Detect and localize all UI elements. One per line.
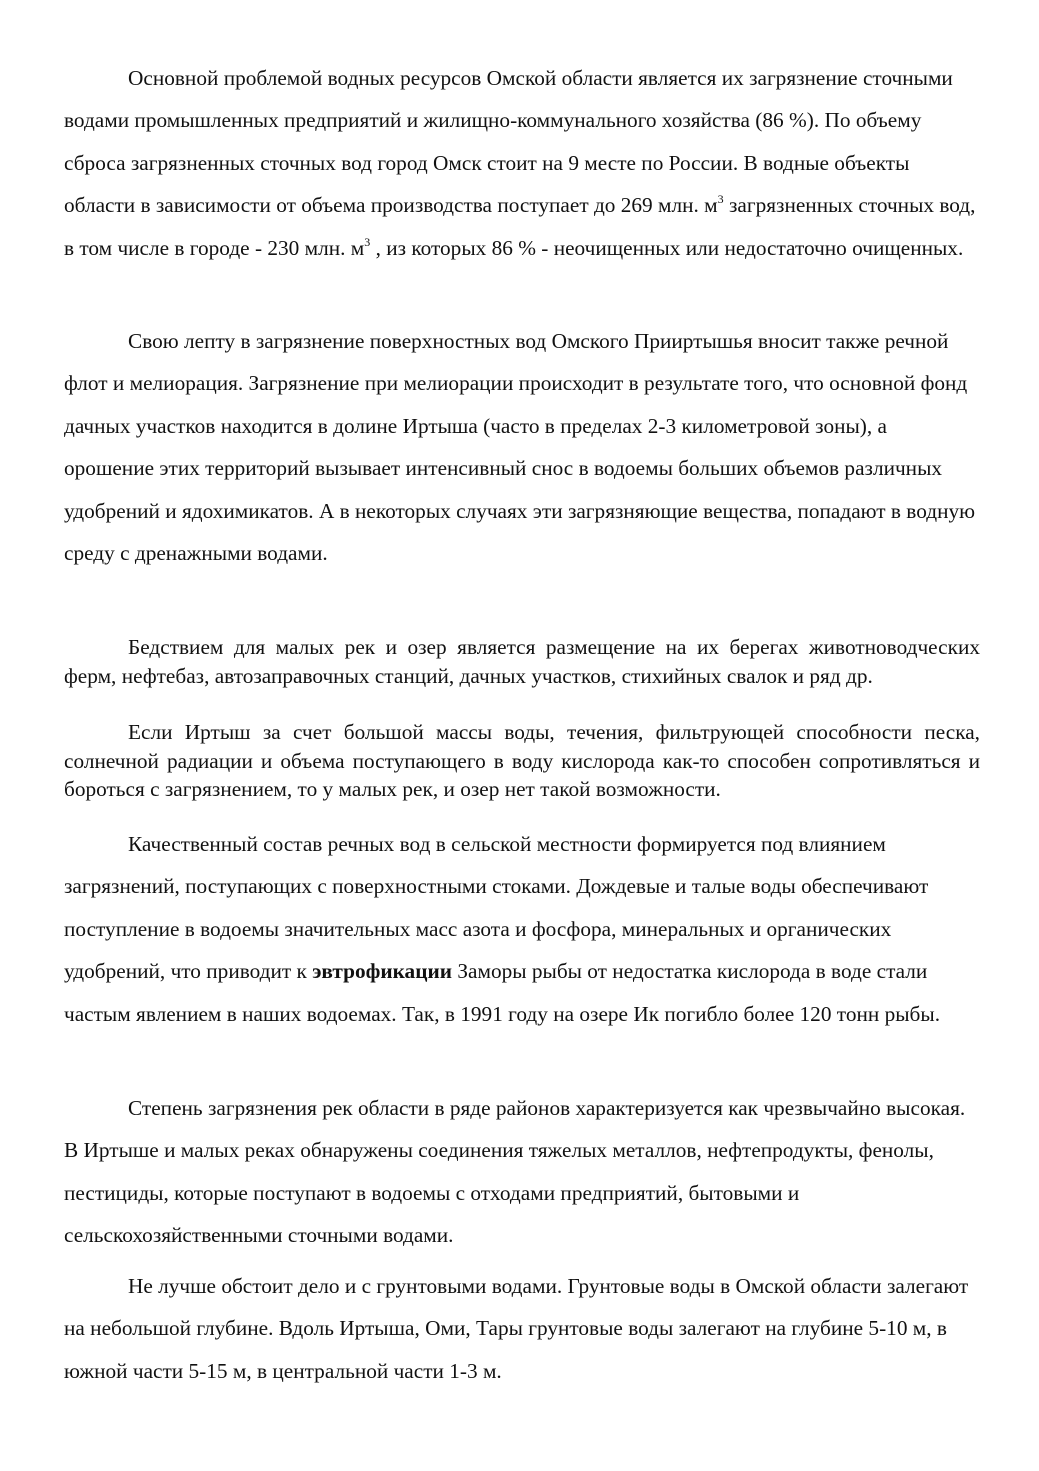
paragraph-river-fleet-melioration: Свою лепту в загрязнение поверхностных вод Омского Прииртышья вносит также речной флот и мелиорация. Загрязнение при мелиорации происходит в результате того, что основной фонд дачных участков находится в долине Иртыша (часто в пределах 2-3 километровой зоны), а орошение этих территорий вызывает интенсивный снос в водоемы больших объемов различных удобрений и ядохимикатов. А в некоторых случаях эти загрязняющие вещества, попадают в водную среду с дренажными водами. [64, 329, 976, 566]
paragraph-small-rivers-disaster: Бедствием для малых рек и озер является размещение на их берегах животноводческих ферм, нефтебаз, автозаправочных станций, дачных участков, стихийных свалок и ряд др. [64, 635, 980, 688]
paragraph-rural-water-quality [64, 823, 980, 1035]
paragraph-groundwater: Не лучше обстоит дело и с грунтовыми водами. Грунтовые воды в Омской области залегают на небольшой глубине. Вдоль Иртыша, Оми, Тары грунтовые воды залегают на глубине 5-10 м, в южной части 5-15 м, в центральной части 1-3 м. [64, 1274, 969, 1383]
paragraph-text: Основной проблемой водных ресурсов Омской области является их загрязнение сточными водами промышленных предприятий и жилищно-коммунального хозяйства (86 %). По объему сброса загрязненных сточных вод город Омск стоит на 9 месте по России. В водные объекты области в зависимости от объема производства поступает до 269 млн. м [64, 66, 953, 218]
bold-term-eutrophication: эвтрофикации [312, 959, 453, 984]
paragraph-irtysh-resistance: Если Иртыш за счет большой массы воды, течения, фильтрующей способности песка, солнечной радиации и объема поступающего в воду кислорода как-то способен сопротивляться и бороться с загрязнением, то у малых рек, и озер нет такой возможности. [64, 720, 980, 802]
paragraph-text: , из которых 86 % - неочищенных или недостаточно очищенных. [370, 235, 964, 260]
paragraph-pollution-degree: Степень загрязнения рек области в ряде районов характеризуется как чрезвычайно высокая. В Иртыше и малых реках обнаружены соединения тяжелых металлов, нефтепродукты, фенолы, пестициды, которые поступают в водоемы с отходами предприятий, бытовыми и сельскохозяйственными сточными водами. [64, 1096, 966, 1248]
paragraph-text: Качественный состав речных вод в сельской местности формируется под влиянием загрязнений, поступающих с поверхностными стоками. Дождевые и талые воды обеспечивают поступление в водоемы значительных масс азота и фосфора, минеральных и органических удобрений, что приводит к [64, 832, 929, 984]
superscript-cubic: 3 [717, 192, 724, 207]
paragraph-text: загрязненных сточных вод, в том числе в городе - 230 млн. м [64, 193, 976, 260]
paragraph-text: Заморы рыбы от недостатка кислорода в воде стали частым явлением в наших водоемах. Так, в 1991 году на озере Ик погибло более 120 тонн рыбы. [64, 959, 941, 1026]
paragraph-wastewater-pollution [64, 57, 980, 269]
superscript-cubic: 3 [364, 234, 371, 249]
